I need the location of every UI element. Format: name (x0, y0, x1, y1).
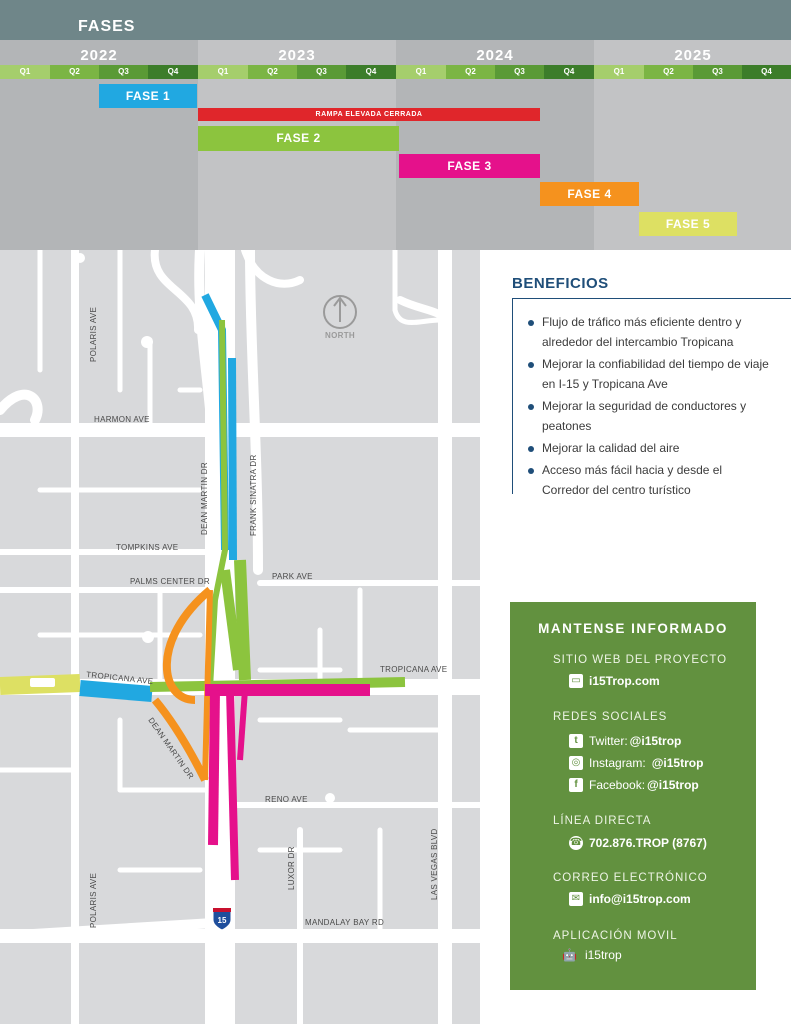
android-icon: 🤖 (562, 948, 577, 962)
phase-3-highlight-ramp (240, 690, 245, 760)
quarter-label: Q3 (297, 65, 346, 79)
phase-1-bar: FASE 1 (99, 84, 197, 108)
cul-de-sac (141, 336, 153, 348)
hotline-number[interactable]: 702.876.TROP (8767) (589, 836, 707, 850)
hotline-heading: LÍNEA DIRECTA (553, 815, 652, 827)
phases-timeline (0, 0, 791, 250)
benefit-item: Flujo de tráfico más eficiente dentro y alrededor del intercambio Tropicana (526, 312, 771, 352)
phase-4-bar: FASE 4 (540, 182, 639, 206)
quarter-label: Q3 (495, 65, 544, 79)
email-address[interactable]: info@i15trop.com (589, 892, 691, 906)
road-label: DEAN MARTIN DR (200, 462, 209, 535)
social-heading: REDES SOCIALES (553, 711, 668, 723)
phase-5-bar: FASE 5 (639, 212, 737, 236)
website-heading: SITIO WEB DEL PROYECTO (553, 654, 728, 666)
north-arrow-icon (324, 296, 356, 340)
year-label: 2022 (80, 47, 118, 64)
instagram-row[interactable] (569, 756, 703, 770)
twitter-label: Twitter: (589, 734, 628, 748)
quarter-label: Q4 (346, 65, 396, 79)
benefits-list (526, 312, 771, 502)
instagram-label: Instagram: (589, 756, 646, 770)
benefit-item: Mejorar la confiabilidad del tiempo de viaje en I-15 y Tropicana Ave (526, 354, 771, 394)
app-row[interactable] (562, 948, 622, 962)
instagram-handle[interactable]: @i15trop (651, 756, 704, 770)
benefits-divider (512, 298, 791, 299)
road-label: DEAN MARTIN DR (146, 715, 196, 781)
quarter-label: Q2 (446, 65, 495, 79)
phase-3-bar: FASE 3 (399, 154, 540, 178)
quarter-label: Q2 (50, 65, 99, 79)
timeline-title: FASES (78, 18, 136, 35)
phone-icon: ☎ (569, 837, 583, 848)
cul-de-sac (142, 631, 154, 643)
map-canvas (0, 250, 480, 1024)
quarter-label: Q3 (693, 65, 742, 79)
phase-3-highlight-i15-west (213, 690, 215, 845)
benefit-item: Acceso más fácil hacia y desde el Corredor del centro turístico (526, 460, 771, 500)
twitter-row[interactable] (569, 734, 681, 748)
email-icon: ✉ (569, 892, 583, 906)
facebook-row[interactable] (569, 778, 699, 792)
road-label: HARMON AVE (94, 415, 150, 424)
benefits-title: BENEFICIOS (512, 275, 609, 292)
year-label: 2024 (476, 47, 514, 64)
twitter-icon: t (569, 734, 583, 748)
phase-1-highlight-tropicana (80, 688, 152, 694)
email-row[interactable] (569, 892, 691, 906)
year-label: 2025 (674, 47, 712, 64)
phase-5-marker (30, 678, 55, 687)
interstate-number: 15 (217, 916, 227, 925)
quarter-label: Q4 (148, 65, 198, 79)
road-label: MANDALAY BAY RD (305, 918, 385, 927)
website-icon: ▭ (569, 674, 583, 688)
quarter-label: Q2 (248, 65, 297, 79)
project-map (0, 250, 480, 1024)
stay-informed-title: MANTENSE INFORMADO (538, 621, 728, 636)
road-label: TOMPKINS AVE (116, 543, 179, 552)
phase-2-bar: FASE 2 (198, 126, 399, 151)
road-label: POLARIS AVE (89, 306, 98, 362)
stay-informed-box (510, 602, 756, 990)
benefit-item: Mejorar la calidad del aire (526, 438, 771, 458)
road-label: FRANK SINATRA DR (249, 454, 258, 536)
benefit-item: Mejorar la seguridad de conductores y peatones (526, 396, 771, 436)
north-label: NORTH (325, 331, 355, 340)
quarter-label: Q2 (644, 65, 693, 79)
road-label: LAS VEGAS BLVD (430, 828, 439, 900)
cul-de-sac (325, 793, 335, 803)
road-label: TROPICANA AVE (85, 670, 154, 687)
quarter-label: Q1 (198, 65, 248, 79)
year-label: 2023 (278, 47, 316, 64)
road-label: PALMS CENTER DR (130, 577, 210, 586)
benefits-vertical-divider (512, 298, 513, 494)
road-label: LUXOR DR (287, 846, 296, 890)
road-label: RENO AVE (265, 795, 308, 804)
email-heading: CORREO ELECTRÓNICO (553, 872, 708, 884)
quarter-label: Q3 (99, 65, 148, 79)
interchange-ramp-north (155, 250, 198, 330)
cul-de-sac (75, 253, 85, 263)
hotline-row[interactable] (569, 836, 707, 850)
app-heading: APLICACIÓN MOVIL (553, 930, 678, 942)
quarter-label: Q1 (594, 65, 644, 79)
elevated-ramp-closed-bar: RAMPA ELEVADA CERRADA (198, 108, 540, 121)
quarter-label: Q1 (396, 65, 446, 79)
quarter-label: Q4 (742, 65, 791, 79)
road-label: PARK AVE (272, 572, 313, 581)
facebook-handle[interactable]: @i15trop (647, 778, 699, 792)
phase-3-highlight-i15-east (230, 690, 235, 880)
road-label: POLARIS AVE (89, 872, 98, 928)
benefits-section (480, 250, 791, 600)
instagram-icon: ◎ (569, 756, 583, 770)
facebook-label: Facebook: (589, 778, 646, 792)
website-row[interactable] (569, 674, 660, 688)
twitter-handle[interactable]: @i15trop (629, 734, 682, 748)
road-label: TROPICANA AVE (380, 665, 448, 674)
website-link[interactable]: i15Trop.com (589, 674, 660, 688)
harmon-ave-ramp (0, 395, 38, 420)
app-name[interactable]: i15trop (584, 948, 622, 962)
quarter-label: Q4 (544, 65, 594, 79)
quarter-label: Q1 (0, 65, 50, 79)
phase-1-highlight-i15-east (232, 358, 233, 560)
facebook-icon: f (569, 778, 583, 792)
